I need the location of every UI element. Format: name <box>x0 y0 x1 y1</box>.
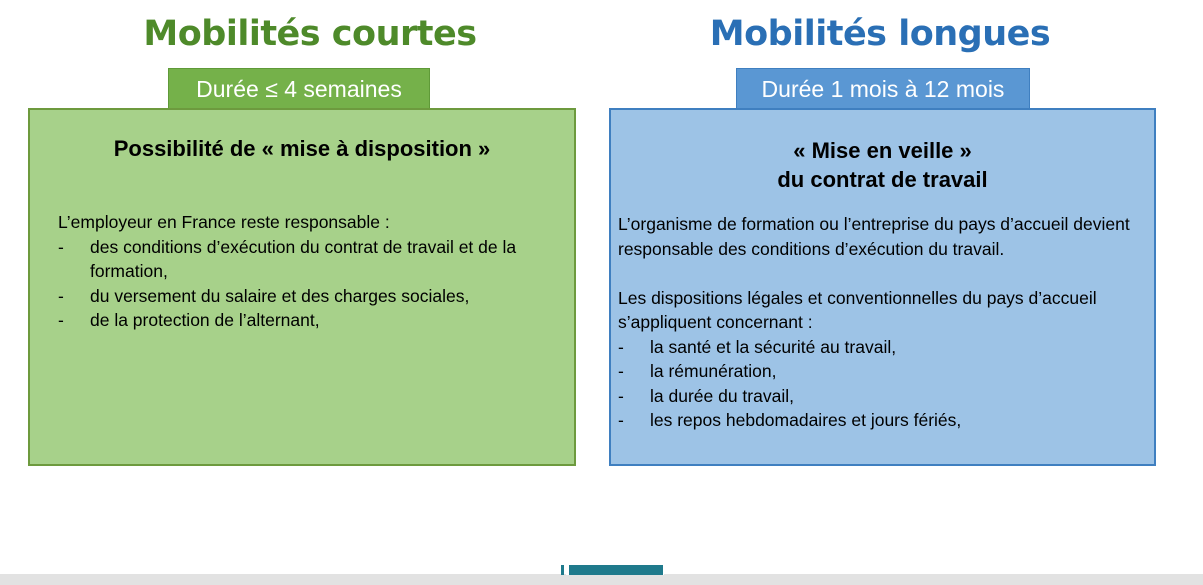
list-item: - de la protection de l’alternant, <box>58 308 563 333</box>
list-item: - du versement du salaire et des charges sociales, <box>58 284 563 309</box>
long-mobility-list <box>618 335 1138 433</box>
list-item: - les repos hebdomadaires et jours fériés, <box>618 408 1138 433</box>
short-mobility-list <box>58 235 563 333</box>
bottom-tab-right-mark <box>660 565 663 575</box>
short-mobility-title: Mobilités courtes <box>143 14 477 54</box>
list-item: - la santé et la sécurité au travail, <box>618 335 1138 360</box>
long-mobility-body <box>618 212 1138 433</box>
short-duration-badge: Durée ≤ 4 semaines <box>168 68 430 110</box>
bottom-bar <box>0 574 1203 585</box>
short-mobility-panel <box>28 108 576 466</box>
long-mobility-heading-line1: « Mise en veille » <box>793 138 972 163</box>
long-mobility-heading-line2: du contrat de travail <box>777 167 988 192</box>
bottom-tab <box>566 565 664 575</box>
list-item: - la durée du travail, <box>618 384 1138 409</box>
long-duration-badge: Durée 1 mois à 12 mois <box>736 68 1030 110</box>
list-item: - la rémunération, <box>618 359 1138 384</box>
long-mobility-para1: L’organisme de formation ou l’entreprise du pays d’accueil devient responsable des conditions d’exécution du travail. <box>618 214 1130 259</box>
long-mobility-title: Mobilités longues <box>709 14 1051 54</box>
long-mobility-heading <box>611 136 1154 194</box>
long-mobility-para2: Les dispositions légales et conventionnelles du pays d’accueil s’appliquent concernant : <box>618 287 1097 332</box>
list-item: - des conditions d’exécution du contrat de travail et de la formation, <box>58 235 563 284</box>
short-mobility-heading: Possibilité de « mise à disposition » <box>113 136 491 161</box>
short-mobility-body <box>58 210 563 333</box>
long-mobility-panel <box>609 108 1156 466</box>
short-mobility-intro: L’employeur en France reste responsable : <box>58 212 390 232</box>
bottom-tab-left-mark <box>561 565 564 575</box>
